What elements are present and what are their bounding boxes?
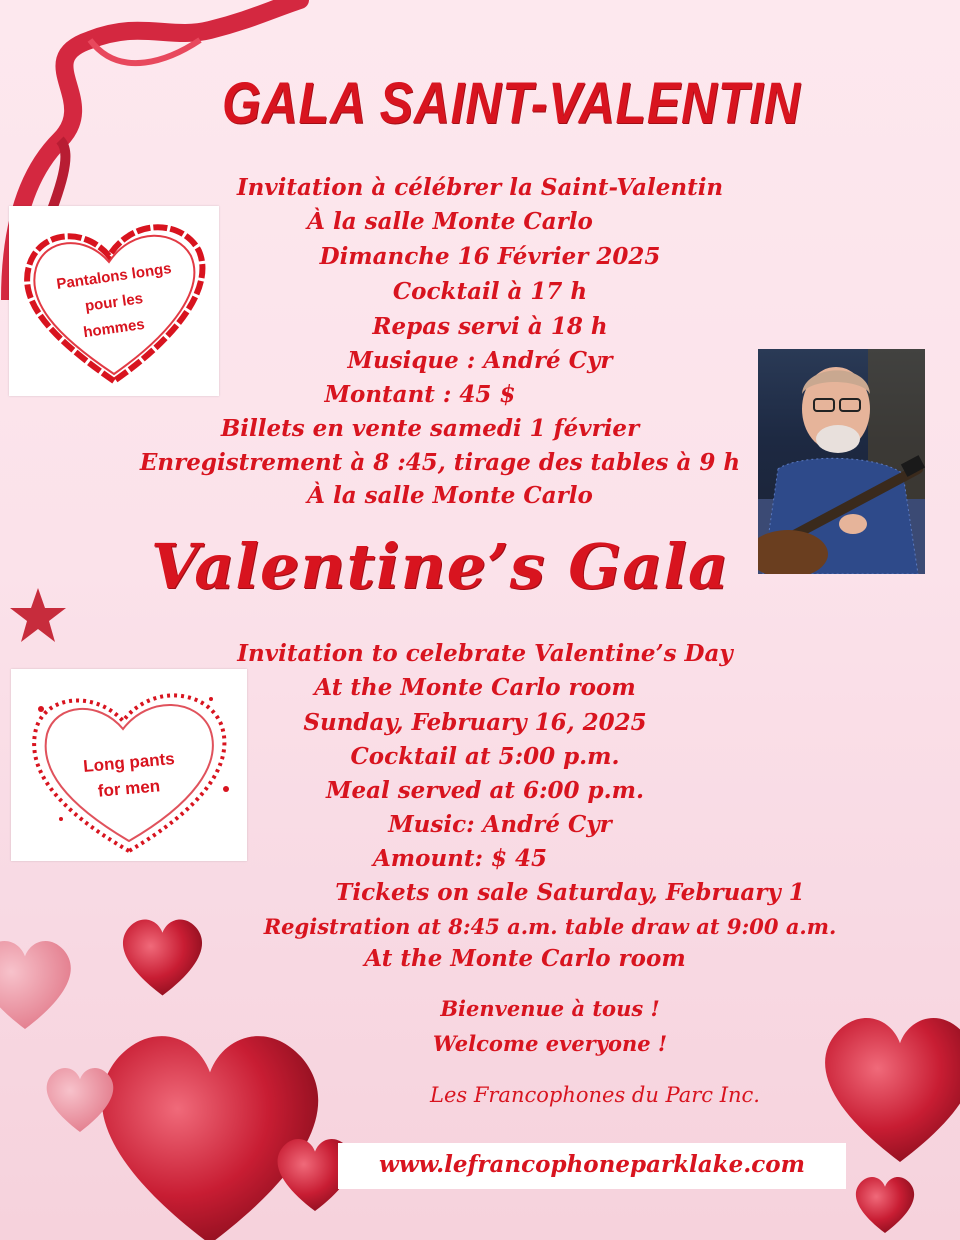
en-line-music: Music: André Cyr [388,811,612,838]
fr-line-invitation: Invitation à célébrer la Saint-Valentin [236,174,724,201]
musician-photo [758,349,925,574]
dress-code-en-line-2: for men [97,776,161,801]
fr-line-date: Dimanche 16 Février 2025 [319,243,661,270]
star-icon [8,586,68,646]
organizer: Les Francophones du Parc Inc. [430,1083,760,1107]
fr-line-music: Musique : André Cyr [347,347,613,374]
dress-code-fr-line-1: Pantalons longs [55,260,173,293]
fr-line-venue-2: À la salle Monte Carlo [307,482,593,509]
dress-code-fr-line-3: hommes [82,315,146,342]
en-line-venue: At the Monte Carlo room [314,674,636,701]
fr-line-venue: À la salle Monte Carlo [307,208,593,235]
fr-line-meal: Repas servi à 18 h [372,313,608,340]
dress-code-fr-sign [9,206,219,396]
en-line-invitation: Invitation to celebrate Valentine’s Day [237,640,733,667]
en-line-meal: Meal served at 6:00 p.m. [325,777,644,804]
fr-line-registration: Enregistrement à 8 :45, tirage des tables à 9 h [139,449,741,476]
dress-code-en-sign [11,669,247,861]
en-line-amount: Amount: $ 45 [372,845,548,872]
welcome-en: Welcome everyone ! [432,1031,668,1056]
fr-line-amount: Montant : 45 $ [324,381,516,408]
website-link[interactable]: www.lefrancophoneparklake.com [379,1151,805,1178]
en-line-date: Sunday, February 16, 2025 [303,709,647,736]
website-box [338,1143,846,1189]
title-fr: GALA SAINT-VALENTIN [221,71,801,136]
en-line-tickets: Tickets on sale Saturday, February 1 [335,879,805,906]
en-line-cocktail: Cocktail at 5:00 p.m. [350,743,620,770]
fr-line-cocktail: Cocktail à 17 h [392,278,588,305]
title-en: Valentine’s Gala [150,530,730,603]
welcome-fr: Bienvenue à tous ! [440,996,660,1021]
fr-line-tickets: Billets en vente samedi 1 février [220,415,640,442]
dress-code-fr-line-2: pour les [83,290,145,315]
en-line-registration: Registration at 8:45 a.m. table draw at 9:00 a.m. [263,914,837,939]
en-line-venue-2: At the Monte Carlo room [364,945,686,972]
dress-code-en-line-1: Long pants [82,749,176,776]
